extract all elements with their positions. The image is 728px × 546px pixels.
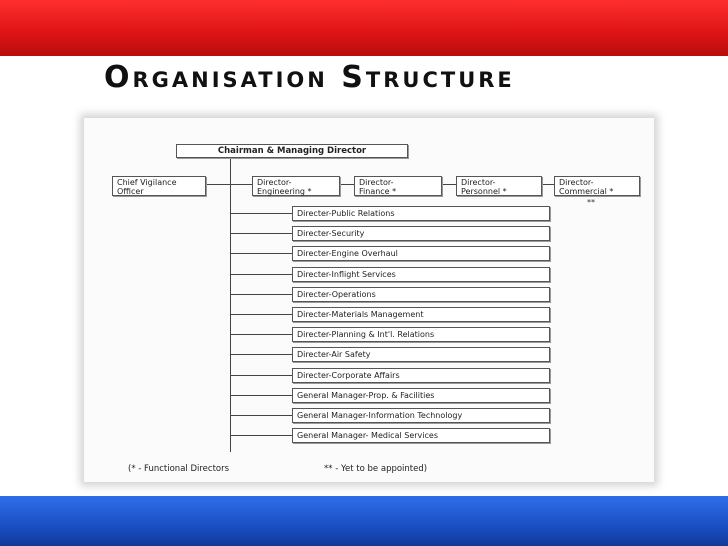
- director-commercial-box: [554, 176, 640, 196]
- director-box: Directer-Air Safety: [292, 347, 550, 362]
- director-box: Directer-Materials Management: [292, 307, 550, 322]
- functional-line-2: Commercial *: [559, 187, 614, 196]
- director-connector: [231, 435, 292, 436]
- director-connector: [231, 274, 292, 275]
- bottom-blue-band: [0, 496, 728, 546]
- director-box: Directer-Inflight Services: [292, 267, 550, 282]
- director-engineering-box: [252, 176, 340, 196]
- director-connector: [231, 253, 292, 254]
- director-connector: [231, 314, 292, 315]
- director-personnel-box: [456, 176, 542, 196]
- main-spine: [230, 184, 231, 452]
- director-box: General Manager- Medical Services: [292, 428, 550, 443]
- legend-pending: ** - Yet to be appointed): [324, 464, 428, 474]
- director-box: Directer-Security: [292, 226, 550, 241]
- functional-line-2: Finance *: [359, 187, 397, 196]
- director-box: Directer-Planning & Int'l. Relations: [292, 327, 550, 342]
- director-connector: [231, 213, 292, 214]
- functional-line-1: Director-: [257, 178, 292, 187]
- director-connector: [231, 294, 292, 295]
- director-box: General Manager-Prop. & Facilities: [292, 388, 550, 403]
- commercial-note: **: [587, 198, 595, 207]
- director-box: General Manager-Information Technology: [292, 408, 550, 423]
- director-connector: [231, 395, 292, 396]
- director-connector: [231, 415, 292, 416]
- director-box: Directer-Operations: [292, 287, 550, 302]
- director-connector: [231, 334, 292, 335]
- director-connector: [231, 233, 292, 234]
- cvo-line-1: Chief Vigilance: [117, 178, 177, 187]
- functional-line-1: Director-: [559, 178, 594, 187]
- functional-line-2: Personnel *: [461, 187, 507, 196]
- chairman-stem: [230, 158, 231, 184]
- functional-line-1: Director-: [359, 178, 394, 187]
- org-chart: [84, 118, 654, 482]
- legend-functional: (* - Functional Directors: [128, 464, 230, 474]
- director-connector: [231, 375, 292, 376]
- slide-title: Organisation Structure: [104, 60, 515, 95]
- director-finance-box: [354, 176, 442, 196]
- cvo-box: [112, 176, 206, 196]
- top-red-band: [0, 0, 728, 56]
- functional-line-1: Director-: [461, 178, 496, 187]
- director-box: Directer-Engine Overhaul: [292, 246, 550, 261]
- cvo-line-2: Officer: [117, 187, 144, 196]
- director-connector: [231, 354, 292, 355]
- functional-line-2: Engineering *: [257, 187, 312, 196]
- director-box: Directer-Public Relations: [292, 206, 550, 221]
- director-box: Directer-Corporate Affairs: [292, 368, 550, 383]
- chairman-box: Chairman & Managing Director: [176, 144, 408, 158]
